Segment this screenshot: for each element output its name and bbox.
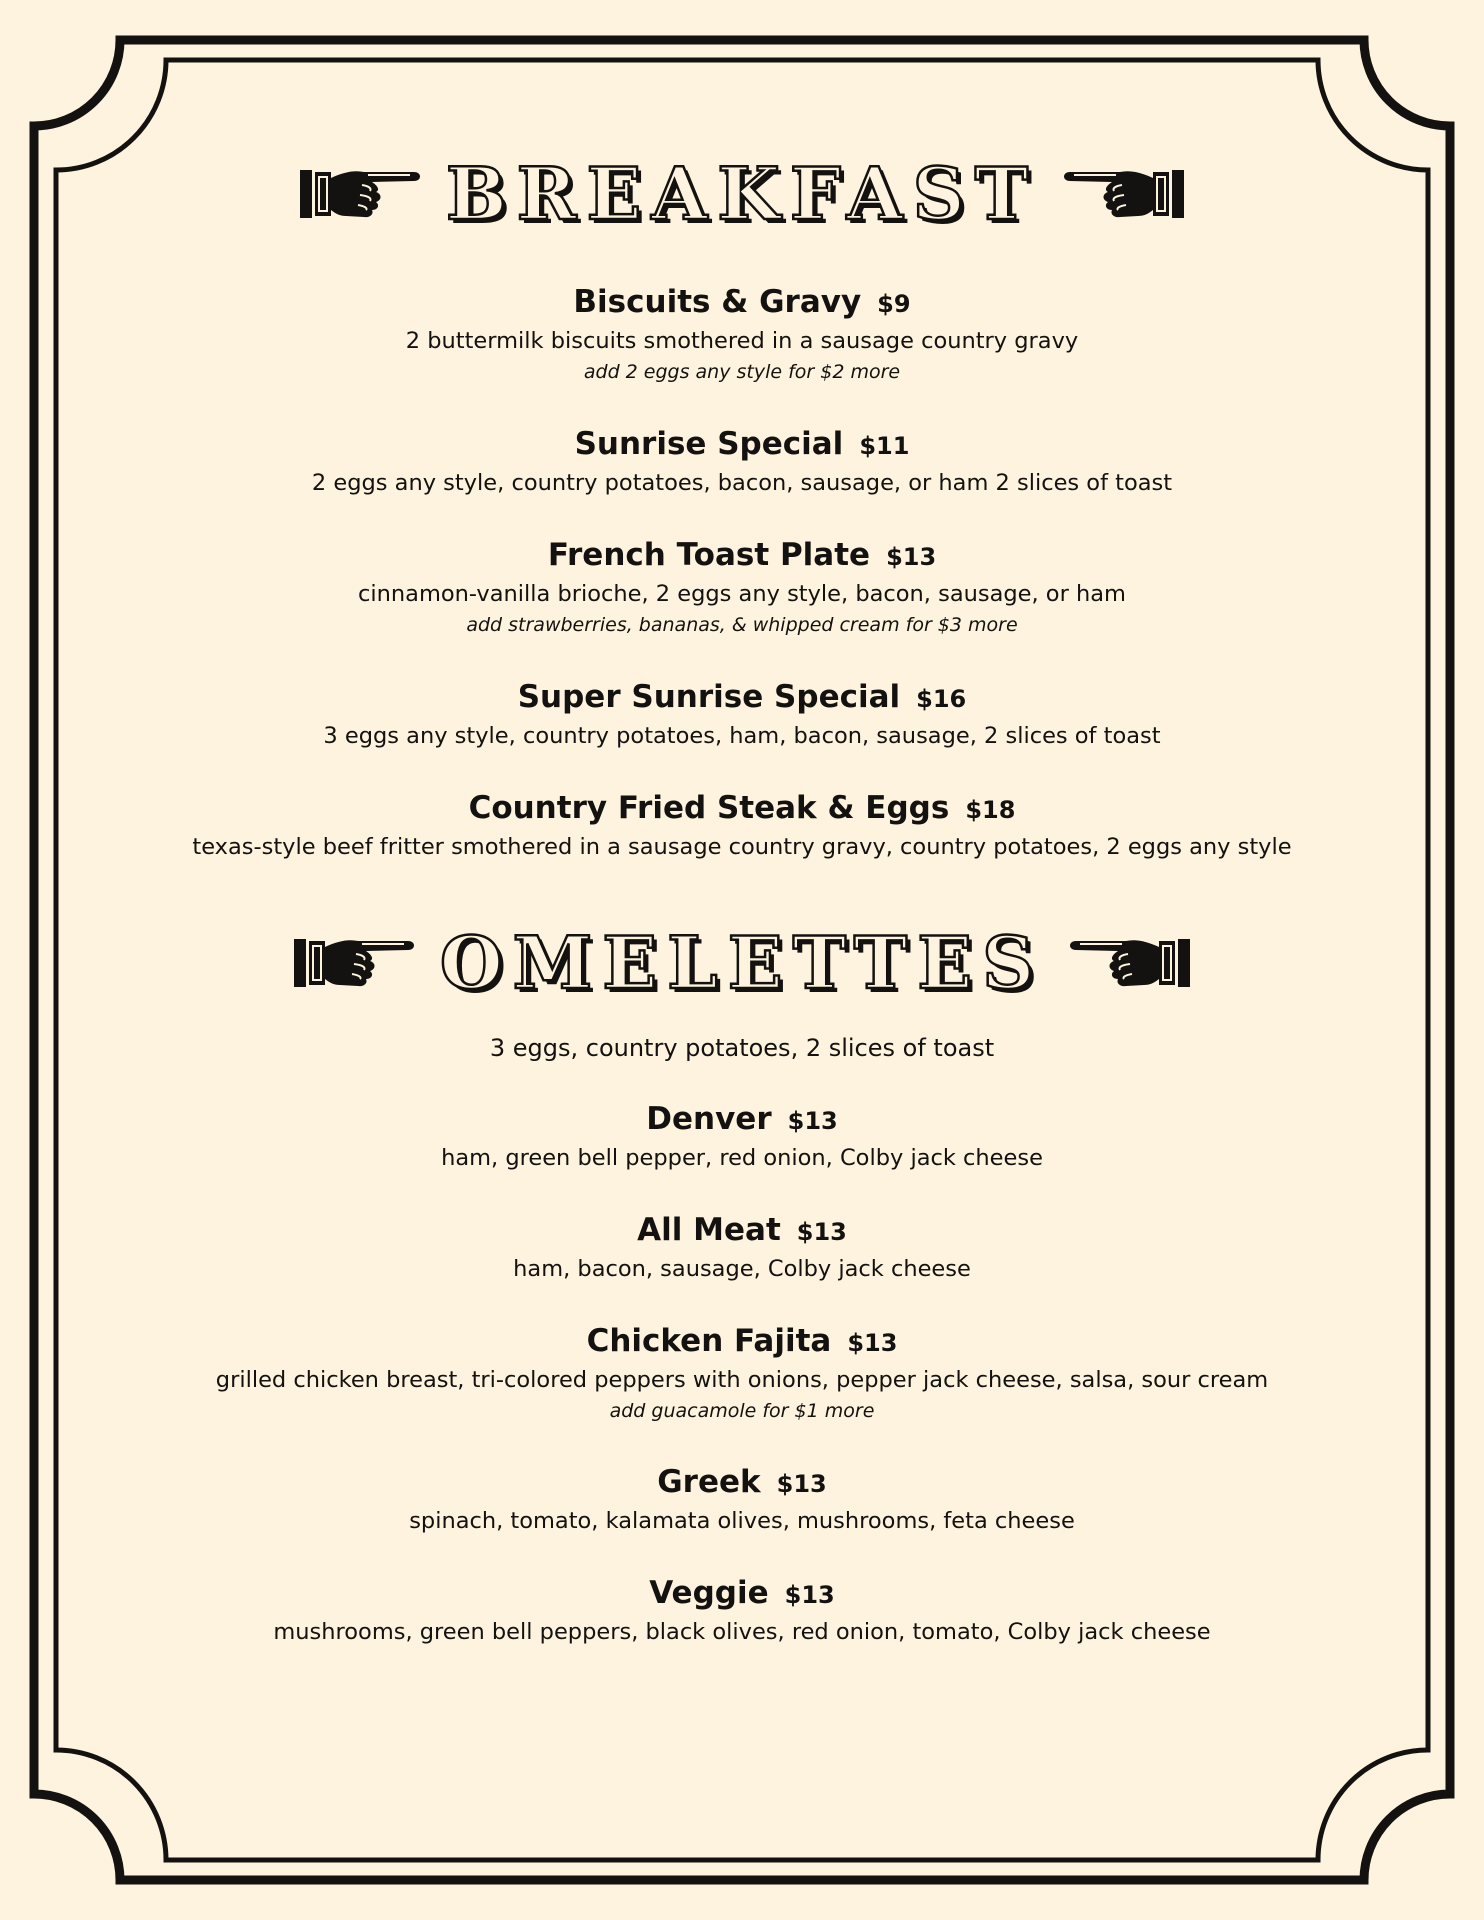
item-price: $13: [784, 1581, 835, 1609]
pointing-hand-left-icon: [1068, 931, 1192, 995]
item-description: 2 eggs any style, country potatoes, bacon, sausage, or ham 2 slices of toast: [311, 470, 1173, 496]
item-name: Veggie: [649, 1575, 769, 1611]
pointing-hand-right-icon: [298, 162, 422, 226]
item-price: $18: [965, 796, 1016, 824]
item-title: [150, 1462, 1334, 1504]
item-description: texas-style beef fritter smothered in a sausage country gravy, country potatoes, 2 eggs any style: [192, 834, 1292, 860]
item-description: grilled chicken breast, tri-colored peppers with onions, pepper jack cheese, salsa, sour cream: [215, 1367, 1269, 1393]
menu-item-country-fried-steak: [150, 788, 1334, 864]
item-note: add strawberries, bananas, & whipped cream for $3 more: [466, 614, 1018, 636]
item-name: Super Sunrise Special: [517, 679, 901, 715]
item-description: spinach, tomato, kalamata olives, mushrooms, feta cheese: [409, 1508, 1075, 1534]
item-title: [150, 1321, 1334, 1363]
item-note: add guacamole for $1 more: [609, 1400, 875, 1422]
item-description: mushrooms, green bell peppers, black olives, red onion, tomato, Colby jack cheese: [273, 1619, 1211, 1645]
item-note: add 2 eggs any style for $2 more: [583, 361, 901, 383]
omelettes-header: [150, 921, 1334, 1005]
item-price: $9: [877, 290, 911, 318]
item-title: [150, 1210, 1334, 1252]
pointing-hand-right-icon: [292, 931, 416, 995]
item-price: $13: [787, 1107, 838, 1135]
item-description: 3 eggs any style, country potatoes, ham, bacon, sausage, 2 slices of toast: [323, 723, 1161, 749]
item-description: ham, bacon, sausage, Colby jack cheese: [513, 1256, 971, 1282]
breakfast-title: BREAKFAST: [445, 151, 1039, 236]
menu-item-all-meat: [150, 1210, 1334, 1286]
item-title: [150, 424, 1334, 466]
omelettes-intro: 3 eggs, country potatoes, 2 slices of toast: [489, 1034, 995, 1062]
menu-item-sunrise-special: [150, 424, 1334, 500]
item-name: Denver: [646, 1101, 772, 1137]
item-description: 2 buttermilk biscuits smothered in a sausage country gravy: [405, 328, 1079, 354]
menu-item-super-sunrise-special: [150, 677, 1334, 753]
menu-item-biscuits-gravy: [150, 282, 1334, 386]
item-description: ham, green bell pepper, red onion, Colby jack cheese: [441, 1145, 1043, 1171]
item-price: $11: [859, 432, 910, 460]
item-name: Chicken Fajita: [586, 1323, 832, 1359]
item-title: [150, 788, 1334, 830]
item-description: cinnamon-vanilla brioche, 2 eggs any style, bacon, sausage, or ham: [358, 581, 1126, 607]
item-title: [150, 535, 1334, 577]
item-name: All Meat: [637, 1212, 781, 1248]
item-price: $13: [886, 543, 937, 571]
item-name: Country Fried Steak & Eggs: [468, 790, 950, 826]
menu-item-greek: [150, 1462, 1334, 1538]
item-price: $13: [796, 1218, 847, 1246]
item-name: Biscuits & Gravy: [573, 284, 862, 320]
omelettes-title: OMELETTES: [439, 920, 1045, 1005]
item-name: Greek: [657, 1464, 761, 1500]
menu-item-denver: [150, 1099, 1334, 1175]
pointing-hand-left-icon: [1062, 162, 1186, 226]
item-price: $13: [776, 1470, 827, 1498]
item-title: [150, 1099, 1334, 1141]
item-title: [150, 1573, 1334, 1615]
menu-item-chicken-fajita: [150, 1321, 1334, 1425]
menu-item-veggie: [150, 1573, 1334, 1649]
item-price: $16: [916, 685, 967, 713]
item-title: [150, 282, 1334, 324]
menu-item-french-toast-plate: [150, 535, 1334, 639]
item-price: $13: [847, 1329, 898, 1357]
item-title: [150, 677, 1334, 719]
item-name: Sunrise Special: [574, 426, 844, 462]
breakfast-header: [150, 152, 1334, 236]
item-name: French Toast Plate: [547, 537, 871, 573]
